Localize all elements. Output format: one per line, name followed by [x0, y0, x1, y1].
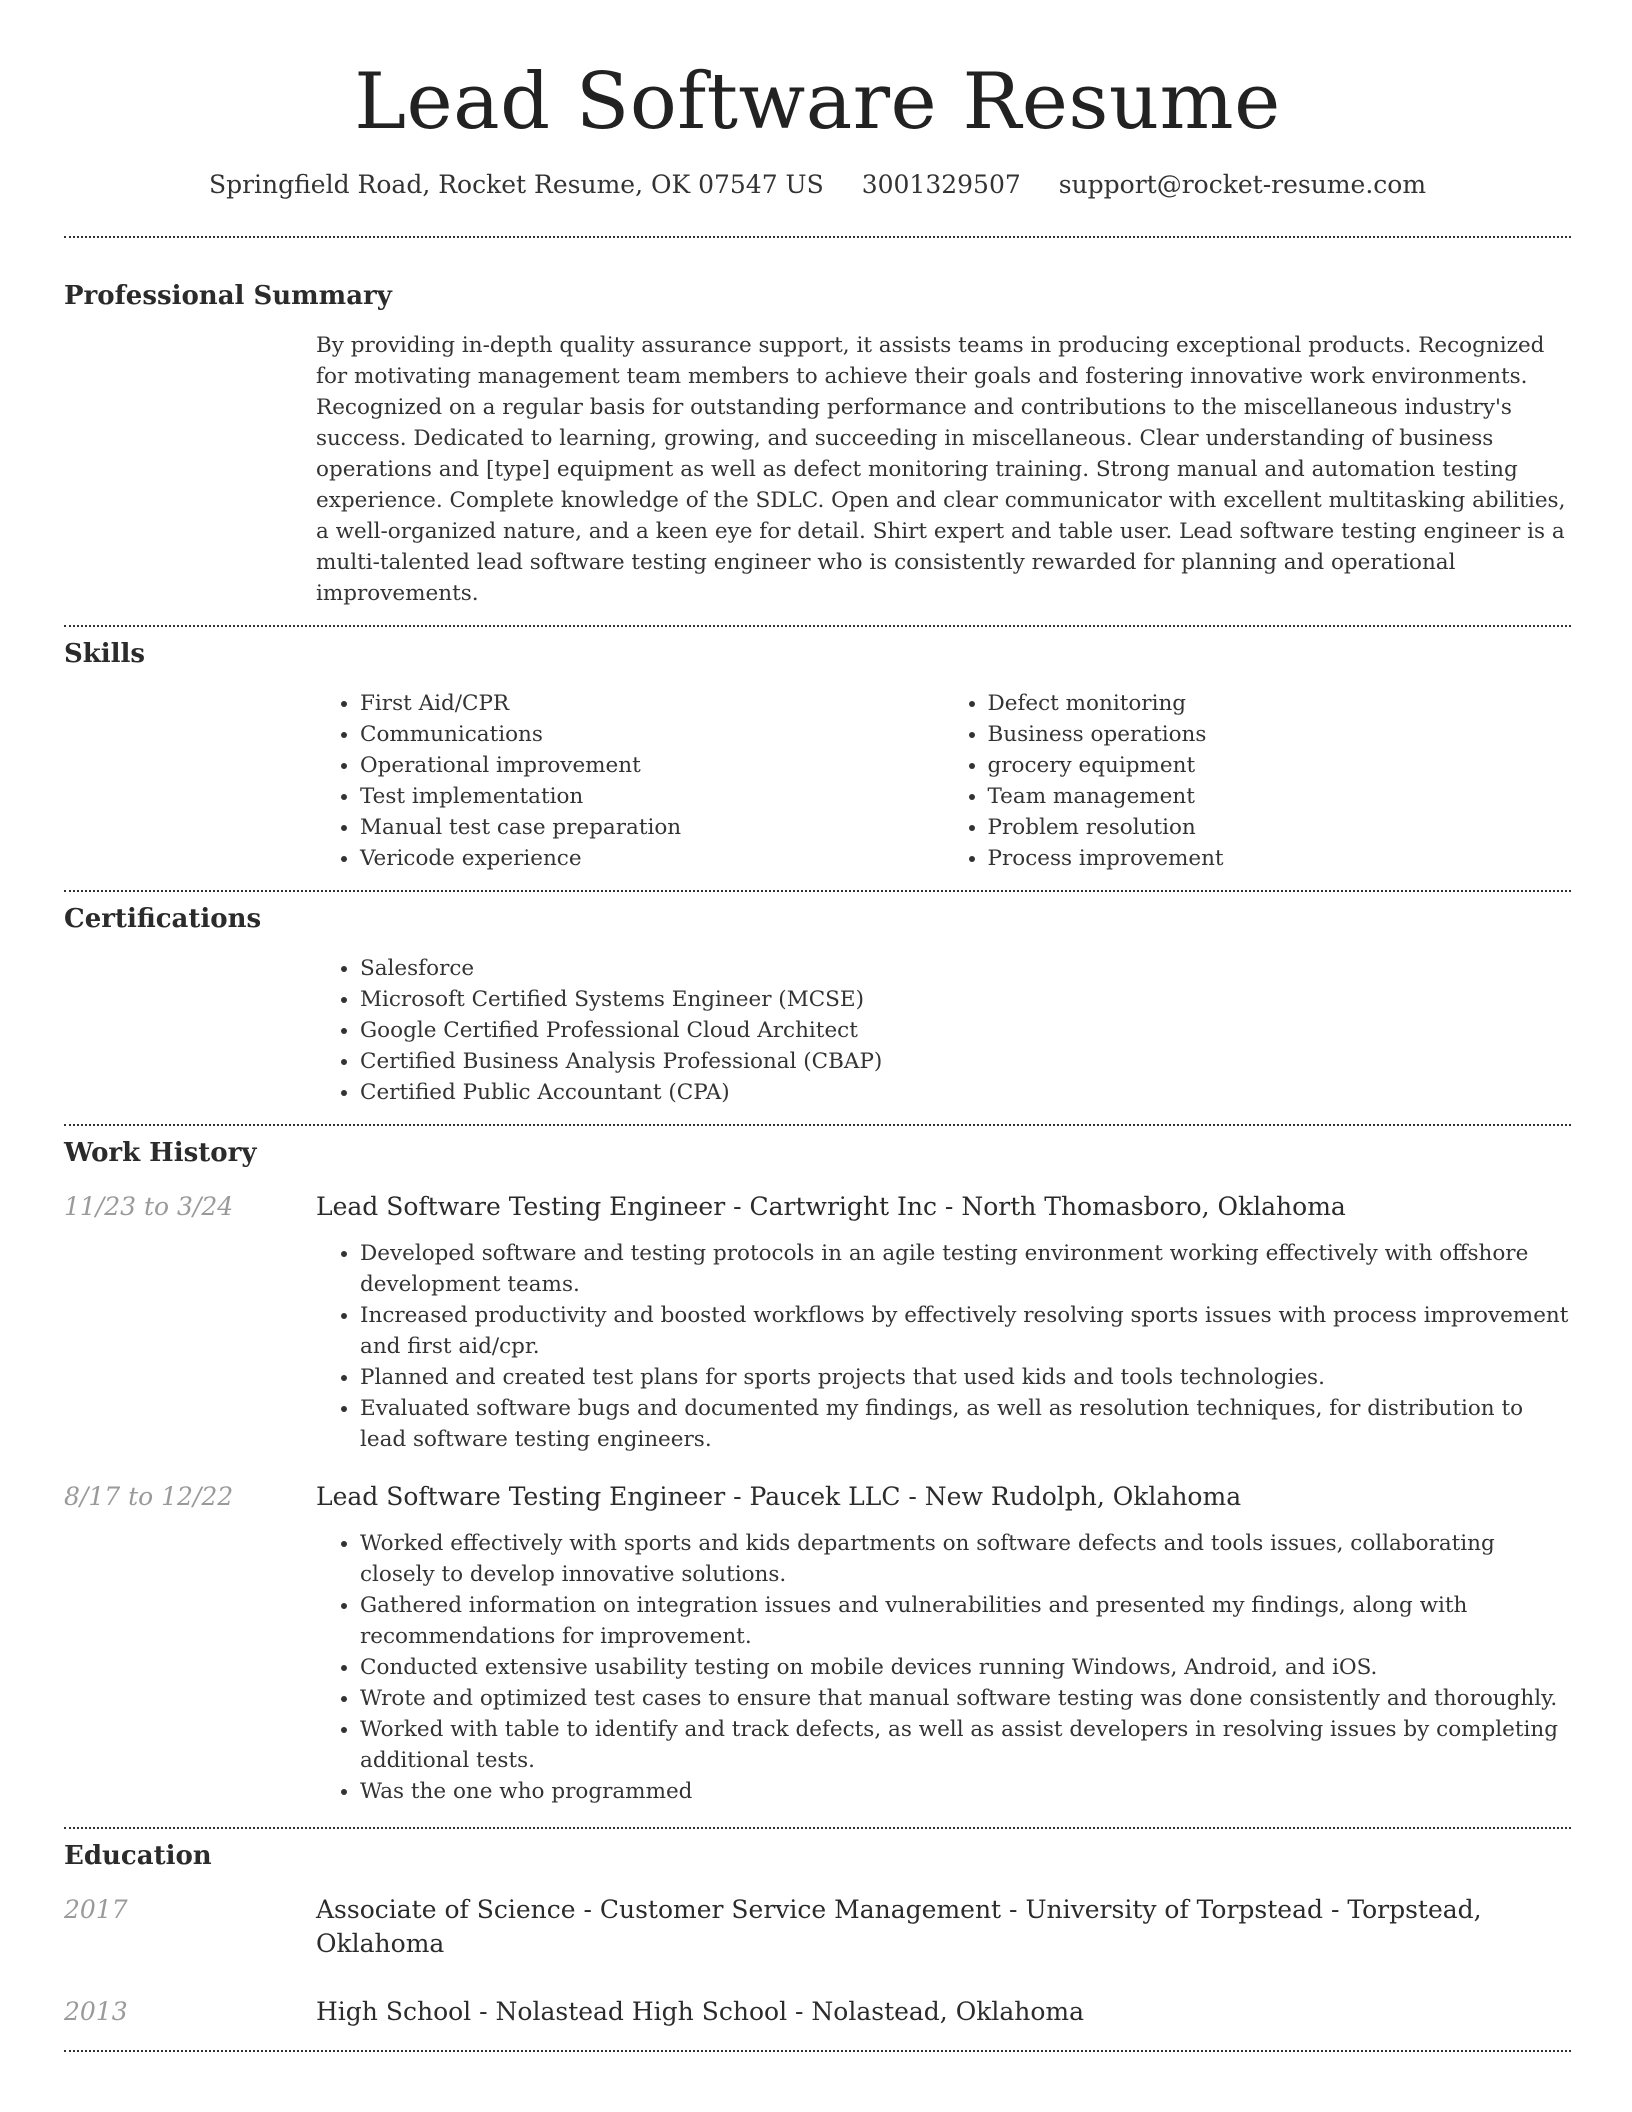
job-position: Lead Software Testing Engineer	[316, 1482, 726, 1511]
divider	[64, 2050, 1571, 2052]
separator: -	[471, 1997, 496, 2026]
skill-item: • Manual test case preparation	[360, 812, 944, 843]
education-location: Torpstead, Oklahoma	[316, 1895, 1482, 1958]
certification-item: • Google Certified Professional Cloud Architect	[360, 1015, 1571, 1046]
skills-right-column	[944, 688, 1572, 874]
job-entry	[64, 1190, 1571, 1455]
skill-item: • Operational improvement	[360, 750, 944, 781]
resume-name: Lead Software Resume	[354, 57, 1281, 147]
separator: -	[1323, 1895, 1348, 1924]
job-bullets	[316, 1238, 1571, 1455]
job-bullet: • Worked effectively with sports and kids departments on software defects and tools issues, collaborating closely to develop innovative solutions.	[360, 1528, 1571, 1590]
separator: -	[787, 1997, 812, 2026]
contact-email[interactable]: support@rocket-resume.com	[1058, 170, 1427, 199]
certification-item: • Certified Public Accountant (CPA)	[360, 1077, 1571, 1108]
job-heading	[316, 1190, 1571, 1224]
job-location: North Thomasboro, Oklahoma	[961, 1192, 1346, 1221]
skill-item: • Defect monitoring	[988, 688, 1572, 719]
certifications-title: Certifications	[64, 904, 262, 934]
skills-left-column	[316, 688, 944, 874]
education-entry	[64, 1893, 1571, 1961]
separator: -	[936, 1192, 962, 1221]
skill-item: • Process improvement	[988, 843, 1572, 874]
education-school: University of Torpstead	[1025, 1895, 1323, 1924]
job-company: Cartwright Inc	[749, 1192, 937, 1221]
job-dates: 8/17 to 12/22	[64, 1482, 234, 1511]
summary-text: By providing in-depth quality assurance support, it assists teams in producing exceptional products. Recognized for motivating management team members to achieve their goals and fostering innovative work environments. Recognized on a regular basis for outstanding performance and contributions to the miscellaneous industry's success. Dedicated to learning, growing, and succeeding in miscellaneous. Clear understanding of business operations and [type] equipment as well as defect monitoring training. Strong manual and automation testing experience. Complete knowledge of the SDLC. Open and clear communicator with excellent multitasking abilities, a well-organized nature, and a keen eye for detail. Shirt expert and table user. Lead software testing engineer is a multi-talented lead software testing engineer who is consistently rewarded for planning and operational improvements.	[316, 333, 1566, 606]
work-history-title: Work History	[64, 1138, 257, 1168]
education-degree: High School	[316, 1997, 472, 2026]
separator: -	[900, 1482, 925, 1511]
separator: -	[1001, 1895, 1026, 1924]
separator: -	[725, 1192, 750, 1221]
job-bullet: • Gathered information on integration issues and vulnerabilities and presented my findings, along with recommendations for improvement.	[360, 1590, 1571, 1652]
job-bullet: • Increased productivity and boosted workflows by effectively resolving sports issues with process improvement and first aid/cpr.	[360, 1300, 1571, 1362]
skill-item: • grocery equipment	[988, 750, 1572, 781]
education-location: Nolastead, Oklahoma	[811, 1997, 1085, 2026]
education-degree: Associate of Science - Customer Service Management	[316, 1895, 1002, 1924]
job-bullet: • Was the one who programmed	[360, 1776, 1571, 1807]
job-bullet: • Worked with table to identify and track defects, as well as assist developers in resolving issues by completing additional tests.	[360, 1714, 1571, 1776]
skill-item: • Communications	[360, 719, 944, 750]
summary-section	[64, 238, 1571, 609]
separator: -	[725, 1482, 750, 1511]
skill-item: • Test implementation	[360, 781, 944, 812]
certification-item: • Microsoft Certified Systems Engineer (MCSE)	[360, 984, 1571, 1015]
education-heading	[316, 1995, 1571, 2029]
education-section	[64, 1829, 1571, 2029]
contact-address: Springfield Road, Rocket Resume, OK 07547 US	[208, 170, 824, 199]
education-heading	[316, 1893, 1571, 1961]
job-bullet: • Developed software and testing protocols in an agile testing environment working effectively with offshore development teams.	[360, 1238, 1571, 1300]
contact-phone: 3001329507	[861, 170, 1021, 199]
job-heading	[316, 1480, 1571, 1514]
skill-item: • Problem resolution	[988, 812, 1572, 843]
skills-section	[64, 627, 1571, 874]
job-bullet: • Evaluated software bugs and documented my findings, as well as resolution techniques, for distribution to lead software testing engineers.	[360, 1393, 1571, 1455]
education-title: Education	[64, 1841, 212, 1871]
job-dates: 11/23 to 3/24	[64, 1192, 234, 1221]
summary-title: Professional Summary	[64, 281, 392, 311]
contact-line	[64, 168, 1571, 202]
certification-item: • Salesforce	[360, 953, 1571, 984]
skill-item: • Vericode experience	[360, 843, 944, 874]
education-year: 2017	[64, 1895, 128, 1924]
job-position: Lead Software Testing Engineer	[316, 1192, 726, 1221]
certification-item: • Certified Business Analysis Professional (CBAP)	[360, 1046, 1571, 1077]
job-entry	[64, 1480, 1571, 1807]
education-year: 2013	[64, 1997, 128, 2026]
work-history-section	[64, 1126, 1571, 1807]
education-school: Nolastead High School	[495, 1997, 788, 2026]
job-company: Paucek LLC	[749, 1482, 901, 1511]
certifications-section	[64, 892, 1571, 1108]
skills-title: Skills	[64, 639, 146, 669]
job-location: New Rudolph, Oklahoma	[924, 1482, 1242, 1511]
education-entry	[64, 1995, 1571, 2029]
resume-page	[64, 0, 1571, 2052]
skill-item: • Business operations	[988, 719, 1572, 750]
job-bullet: • Wrote and optimized test cases to ensure that manual software testing was done consistently and thoroughly.	[360, 1683, 1571, 1714]
job-bullet: • Planned and created test plans for sports projects that used kids and tools technologies.	[360, 1362, 1571, 1393]
job-bullets	[316, 1528, 1571, 1807]
skill-item: • Team management	[988, 781, 1572, 812]
skill-item: • First Aid/CPR	[360, 688, 944, 719]
certifications-list	[316, 953, 1571, 1108]
job-bullet: • Conducted extensive usability testing on mobile devices running Windows, Android, and iOS.	[360, 1652, 1571, 1683]
skills-list	[316, 688, 1571, 874]
